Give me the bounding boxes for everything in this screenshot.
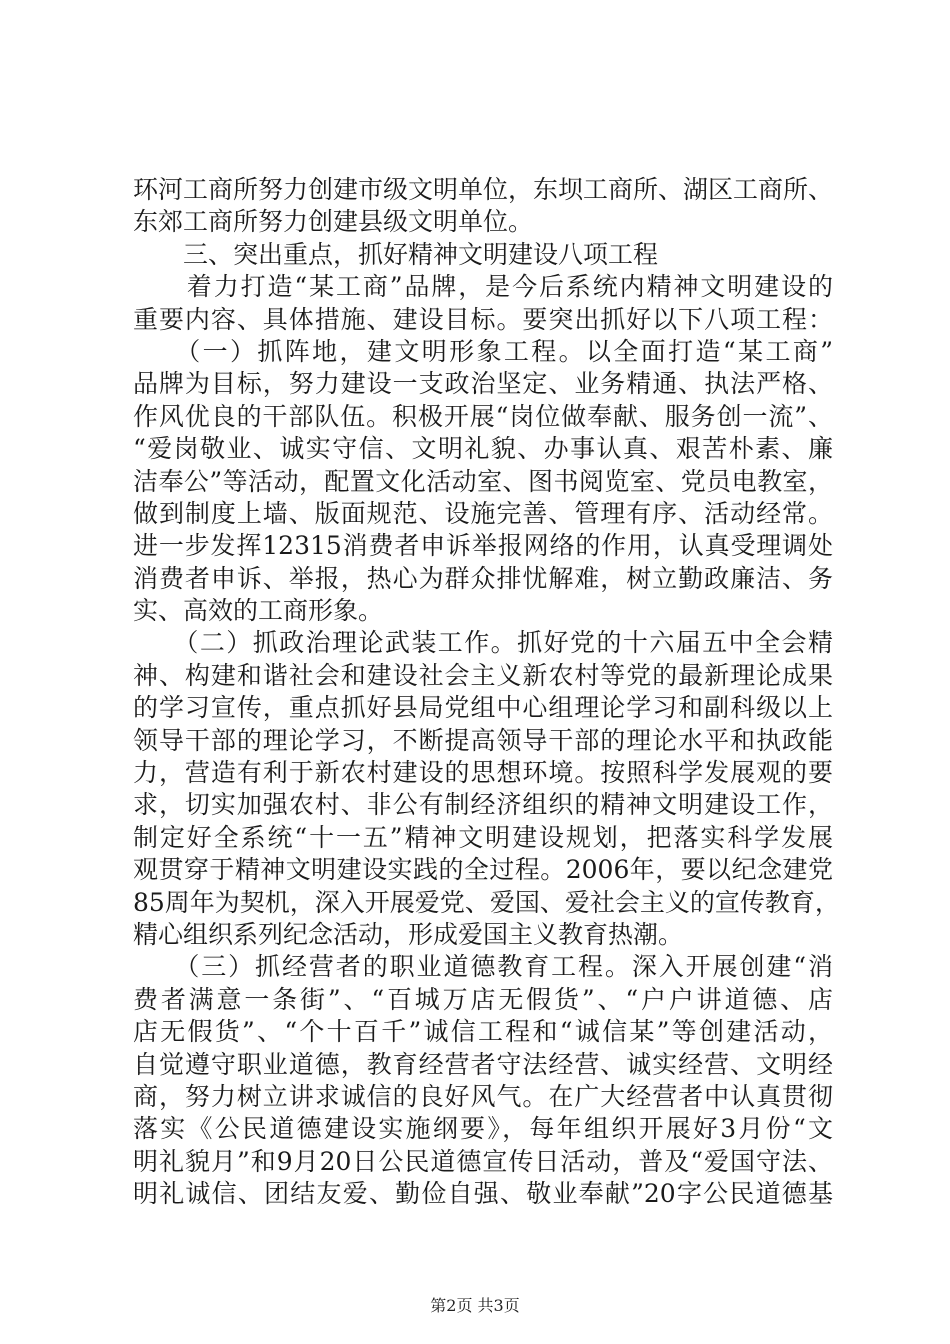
text-line: 品牌为目标，努力建设一支政治坚定、业务精通、执法严格、 xyxy=(133,369,833,399)
text-line: 消费者申诉、举报，热心为群众排忧解难，树立勤政廉洁、务 xyxy=(133,563,833,593)
text-line: 力，营造有利于新农村建设的思想环境。按照科学发展观的要 xyxy=(133,758,833,788)
text-line: 三、突出重点，抓好精神文明建设八项工程 xyxy=(133,239,659,269)
text-line: 85周年为契机，深入开展爱党、爱国、爱社会主义的宣传教育， xyxy=(133,887,840,917)
document-body xyxy=(133,174,840,1211)
text-line: “爱岗敬业、诚实守信、文明礼貌、办事认真、艰苦朴素、廉 xyxy=(133,434,833,464)
text-line: 环河工商所努力创建市级文明单位，东坝工商所、湖区工商所、 xyxy=(133,175,834,204)
text-line: 实、高效的工商形象。 xyxy=(133,596,384,626)
text-line: 精心组织系列纪念活动，形成爱国主义教育热潮。 xyxy=(133,919,684,949)
text-line: 洁奉公”等活动，配置文化活动室、图书阅览室、党员电教室， xyxy=(133,466,833,496)
text-line: 制定好全系统“十一五”精神文明建设规划，把落实科学发展 xyxy=(133,822,833,852)
text-line: 商，努力树立讲求诚信的良好风气。在广大经营者中认真贯彻 xyxy=(133,1081,833,1111)
text-line: 东郊工商所努力创建县级文明单位。 xyxy=(133,207,534,237)
text-line: 重要内容、具体措施、建设目标。要突出抓好以下八项工程： xyxy=(133,304,833,334)
text-line: 领导干部的理论学习，不断提高领导干部的理论水平和执政能 xyxy=(133,725,833,755)
text-line: 作风优良的干部队伍。积极开展“岗位做奉献、服务创一流”、 xyxy=(133,401,833,431)
text-line: 的学习宣传，重点抓好县局党组中心组理论学习和副科级以上 xyxy=(133,693,833,723)
text-line: 落实《公民道德建设实施纲要》，每年组织开展好3月份“文 xyxy=(133,1114,833,1144)
text-line: 求，切实加强农村、非公有制经济组织的精神文明建设工作， xyxy=(133,790,833,820)
text-line: 神、构建和谐社会和建设社会主义新农村等党的最新理论成果 xyxy=(133,660,833,690)
page-footer: 第2页 共3页 xyxy=(430,1296,520,1315)
text-line: 明礼诚信、团结友爱、勤俭自强、敬业奉献”20字公民道德基 xyxy=(133,1179,833,1209)
text-line: 进一步发挥12315消费者申诉举报网络的作用，认真受理调处 xyxy=(133,531,833,561)
text-line: 观贯穿于精神文明建设实践的全过程。2006年，要以纪念建党 xyxy=(133,855,833,885)
text-line: 明礼貌月”和9月20日公民道德宣传日活动，普及“爱国守法、 xyxy=(133,1146,833,1176)
text-line: 做到制度上墙、版面规范、设施完善、管理有序、活动经常。 xyxy=(133,498,833,528)
text-line: （二）抓政治理论武装工作。抓好党的十六届五中全会精 xyxy=(133,628,833,658)
text-line: 店无假货”、“个十百千”诚信工程和“诚信某”等创建活动， xyxy=(133,1017,833,1047)
text-line: （一）抓阵地，建文明形象工程。以全面打造“某工商” xyxy=(133,336,833,366)
text-line: 费者满意一条街”、“百城万店无假货”、“户户讲道德、店 xyxy=(133,984,833,1014)
text-line: 着力打造“某工商”品牌，是今后系统内精神文明建设的 xyxy=(133,272,833,302)
text-line: 自觉遵守职业道德，教育经营者守法经营、诚实经营、文明经 xyxy=(133,1049,833,1079)
text-line: （三）抓经营者的职业道德教育工程。深入开展创建“消 xyxy=(133,952,833,982)
